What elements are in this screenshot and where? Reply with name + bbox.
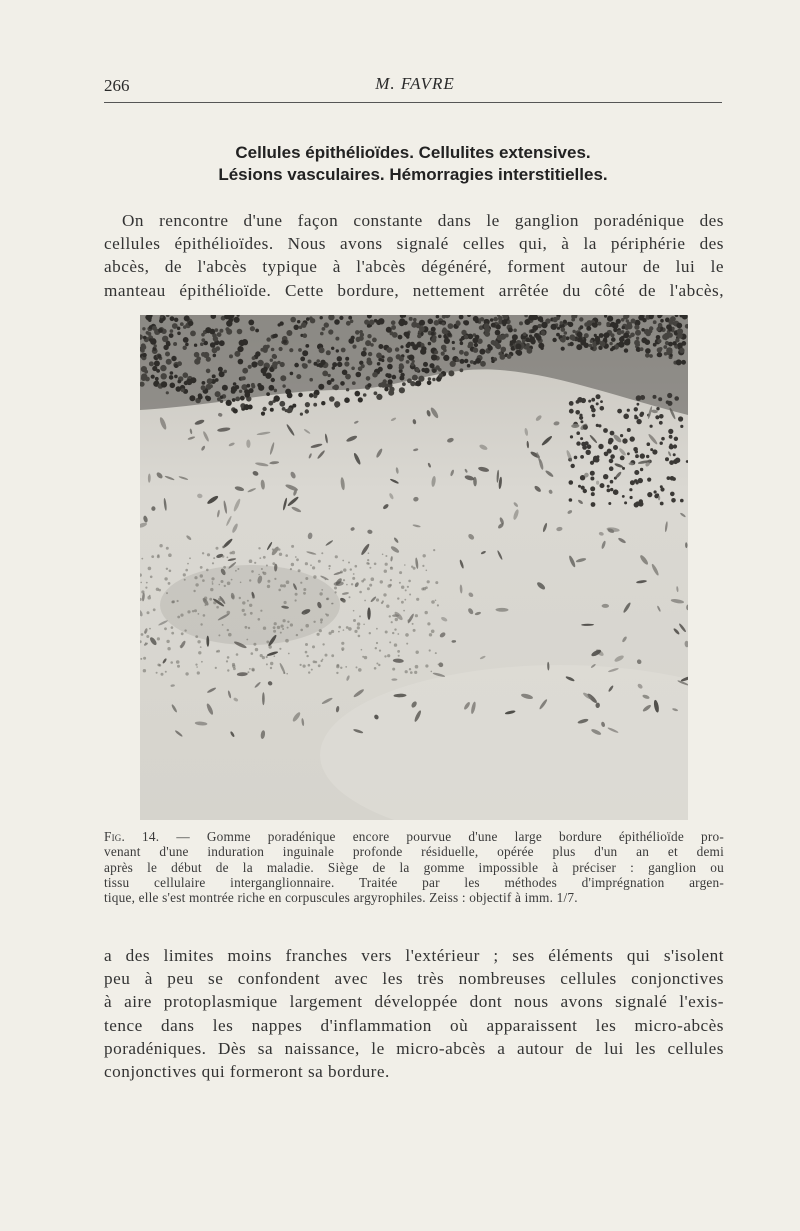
caption-line: venant d'une induration inguinale profonde résiduelle, opérée plus d'un an et demi <box>104 844 724 860</box>
figure-label: Fig. 14. <box>104 829 160 844</box>
caption-line: tissu cellulaire interganglionnaire. Traitée par les méthodes d'imprégnation argen- <box>104 874 724 890</box>
caption-line <box>104 829 724 844</box>
text-line: On rencontre d'une façon constante dans le ganglion poradénique des <box>122 211 724 230</box>
text-line: conjonctives qui formeront sa bordure. <box>104 1061 390 1081</box>
figure-caption <box>104 829 724 905</box>
text-line: cellules épithélioïdes. Nous avons signalé celles qui, à la périphérie des <box>104 234 724 254</box>
text-line: manteau épithélioïde. Cette bordure, nettement arrêtée du côté de l'abcès, <box>104 280 724 300</box>
page-number: 266 <box>104 76 130 95</box>
text-line: peu à peu se confondent avec les très nombreuses cellules conjonctives <box>104 969 724 989</box>
text-line: a des limites moins franches vers l'extérieur ; ses éléments qui s'isolent <box>104 946 724 965</box>
text-line: abcès, de l'abcès typique à l'abcès dégénéré, forment autour de lui le <box>104 257 724 277</box>
running-head: M. FAVRE <box>375 74 455 93</box>
text-line: poradéniques. Dès sa naissance, le micro-abcès a autour de lui les cellules <box>104 1038 724 1058</box>
header-rule <box>104 102 722 103</box>
paragraph-2 <box>104 944 724 1083</box>
text-line: tence dans les nappes d'inflammation où apparaissent les micro-abcès <box>104 1015 724 1035</box>
micrograph-figure <box>140 315 688 820</box>
caption-line: après le début de la maladie. Siège de la gomme impossible à préciser : ganglion ou <box>104 859 724 875</box>
section-title-line-1: Cellules épithélioïdes. Cellulites extensives. <box>235 143 591 162</box>
paragraph-1 <box>104 209 724 302</box>
caption-line: tique, elle s'est montrée riche en corpuscules argyrophiles. Zeiss : objectif à imm. 1/7. <box>104 890 578 906</box>
caption-text: — Gomme poradénique encore pourvue d'une large bordure épithélioïde pro- <box>176 829 724 844</box>
section-title-line-2: Lésions vasculaires. Hémorragies interstitielles. <box>218 165 608 184</box>
text-line: à aire protoplasmique largement développée dont nous avons signalé l'exis- <box>104 992 724 1012</box>
micrograph-image <box>140 315 688 820</box>
